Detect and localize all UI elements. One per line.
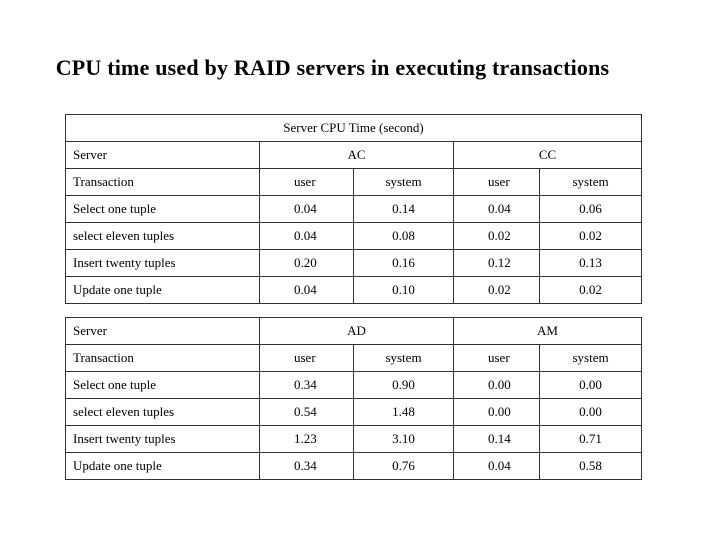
transaction-name: select eleven tuples xyxy=(66,399,260,426)
section-divider xyxy=(66,304,642,318)
transaction-name: Update one tuple xyxy=(66,453,260,480)
cell-value: 0.06 xyxy=(540,196,642,223)
cell-value: 0.34 xyxy=(260,372,354,399)
cell-value: 0.00 xyxy=(540,399,642,426)
cell-value: 0.02 xyxy=(540,223,642,250)
column-header: user xyxy=(260,169,354,196)
cell-value: 0.04 xyxy=(260,223,354,250)
server-name: AC xyxy=(260,142,454,169)
cell-value: 0.10 xyxy=(354,277,454,304)
transaction-name: Select one tuple xyxy=(66,372,260,399)
table-row xyxy=(66,250,642,277)
transaction-name: select eleven tuples xyxy=(66,223,260,250)
cell-value: 0.02 xyxy=(454,223,540,250)
server-label: Server xyxy=(66,318,260,345)
column-header: system xyxy=(540,345,642,372)
transaction-label: Transaction xyxy=(66,345,260,372)
table-header-row xyxy=(66,115,642,142)
transaction-name: Update one tuple xyxy=(66,277,260,304)
column-header: system xyxy=(354,345,454,372)
cell-value: 0.76 xyxy=(354,453,454,480)
cell-value: 0.34 xyxy=(260,453,354,480)
column-header: system xyxy=(540,169,642,196)
cell-value: 0.04 xyxy=(260,196,354,223)
transaction-name: Insert twenty tuples xyxy=(66,250,260,277)
table-row xyxy=(66,426,642,453)
cell-value: 0.08 xyxy=(354,223,454,250)
table-header: Server CPU Time (second) xyxy=(66,115,642,142)
cell-value: 0.04 xyxy=(260,277,354,304)
cell-value: 0.90 xyxy=(354,372,454,399)
table-row xyxy=(66,453,642,480)
server-row xyxy=(66,142,642,169)
cell-value: 3.10 xyxy=(354,426,454,453)
table-row xyxy=(66,196,642,223)
column-header: system xyxy=(354,169,454,196)
column-header-row xyxy=(66,169,642,196)
server-name: AD xyxy=(260,318,454,345)
cell-value: 0.00 xyxy=(540,372,642,399)
server-name: AM xyxy=(454,318,642,345)
server-label: Server xyxy=(66,142,260,169)
cell-value: 1.48 xyxy=(354,399,454,426)
page-title: CPU time used by RAID servers in executing transactions xyxy=(55,55,610,80)
cell-value: 0.20 xyxy=(260,250,354,277)
table-row xyxy=(66,372,642,399)
server-row xyxy=(66,318,642,345)
transaction-label: Transaction xyxy=(66,169,260,196)
cell-value: 0.14 xyxy=(354,196,454,223)
column-header: user xyxy=(454,169,540,196)
cell-value: 0.02 xyxy=(454,277,540,304)
cell-value: 0.00 xyxy=(454,399,540,426)
table-row xyxy=(66,223,642,250)
divider-cell xyxy=(66,304,642,318)
table-row xyxy=(66,399,642,426)
cell-value: 0.58 xyxy=(540,453,642,480)
cpu-time-table xyxy=(65,114,642,480)
server-name: CC xyxy=(454,142,642,169)
cell-value: 0.71 xyxy=(540,426,642,453)
cell-value: 0.13 xyxy=(540,250,642,277)
cell-value: 0.14 xyxy=(454,426,540,453)
column-header: user xyxy=(454,345,540,372)
cell-value: 0.16 xyxy=(354,250,454,277)
cell-value: 0.12 xyxy=(454,250,540,277)
transaction-name: Select one tuple xyxy=(66,196,260,223)
column-header: user xyxy=(260,345,354,372)
cell-value: 1.23 xyxy=(260,426,354,453)
cell-value: 0.00 xyxy=(454,372,540,399)
transaction-name: Insert twenty tuples xyxy=(66,426,260,453)
cell-value: 0.02 xyxy=(540,277,642,304)
cell-value: 0.04 xyxy=(454,196,540,223)
cell-value: 0.04 xyxy=(454,453,540,480)
cell-value: 0.54 xyxy=(260,399,354,426)
table-row xyxy=(66,277,642,304)
column-header-row xyxy=(66,345,642,372)
